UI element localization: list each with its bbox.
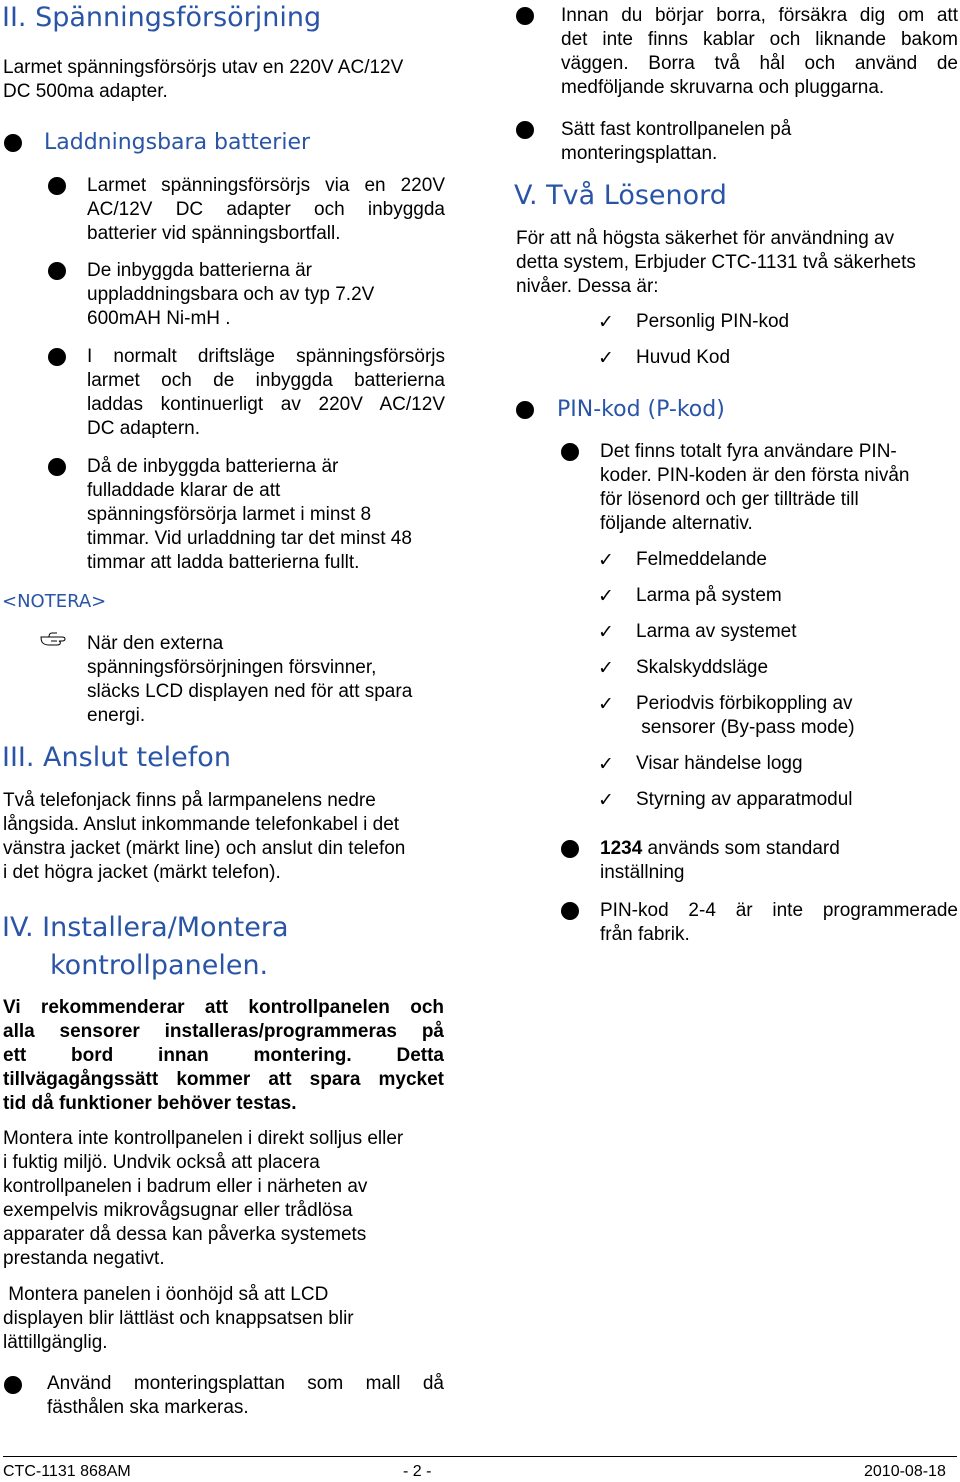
section-iv-title-line-2: kontrollpanelen. [50, 950, 269, 981]
sec3-line-2: långsida. Anslut inkommande telefonkabel i det [3, 814, 400, 835]
check-mark-icon: ✓ [598, 347, 614, 369]
option-bypass-line-1: Periodvis förbikoppling av [636, 693, 853, 714]
pin-bullet-line-3: för lösenord och ger tillträde till [600, 489, 859, 510]
battery-item-3-line-2: larmet och de inbyggda batterierna [87, 370, 445, 391]
check-mark-icon: ✓ [598, 311, 614, 333]
note-line-3: släcks LCD displayen ned för att spara [87, 681, 413, 702]
check-mark-icon: ✓ [598, 657, 614, 679]
default-code-text: används som standard [642, 838, 840, 859]
bullet-dot-icon [4, 134, 22, 152]
recommend-line-5: tid då funktioner behöver testas. [3, 1093, 297, 1114]
mount-bullet-line-1: Använd monteringsplattan som mall då [47, 1373, 444, 1394]
default-code-line-2: inställning [600, 862, 685, 883]
mount-para1-line-2: i fuktig miljö. Undvik också att placera [3, 1152, 320, 1173]
mount-bullet-line-2: fästhålen ska markeras. [47, 1397, 249, 1418]
sec2-intro-line-2: DC 500ma adapter. [3, 81, 168, 102]
attach-line-2: monteringsplattan. [561, 143, 718, 164]
check-mark-icon: ✓ [598, 693, 614, 715]
footer-page-number: - 2 - [403, 1463, 432, 1480]
section-iv-title: IV. Installera/Montera [2, 912, 289, 943]
bullet-dot-icon [48, 262, 66, 280]
note-line-1: När den externa [87, 633, 224, 654]
section-ii-title: II. Spänningsförsörjning [2, 2, 322, 33]
bullet-dot-icon [48, 348, 66, 366]
mount-para1-line-4: exempelvis mikrovågsugnar eller trådlösa [3, 1200, 353, 1221]
pin-bullet-line-4: följande alternativ. [600, 513, 753, 534]
battery-item-4-line-4: timmar. Vid urladdning tar det minst 48 [87, 528, 412, 549]
option-appliance-control: Styrning av apparatmodul [636, 789, 853, 810]
mount-para1-line-6: prestanda negativt. [3, 1248, 165, 1269]
drill-line-2: det inte finns kablar och liknande bakom [561, 29, 958, 50]
default-code: 1234 [600, 838, 643, 859]
section-iii-title: III. Anslut telefon [2, 742, 231, 773]
pin-bullet-line-2: koder. PIN-koden är den första nivån [600, 465, 910, 486]
recommend-line-2: alla sensorer installeras/programmeras på [3, 1021, 444, 1042]
check-mark-icon: ✓ [598, 621, 614, 643]
recommend-line-1: Vi rekommenderar att kontrollpanelen och [3, 997, 444, 1018]
option-event-log: Visar händelse logg [636, 753, 803, 774]
battery-item-3-line-1: I normalt driftsläge spänningsförsörjs [87, 346, 445, 367]
battery-item-1-line-2: AC/12V DC adapter och inbyggda [87, 199, 445, 220]
drill-line-3: väggen. Borra två hål och använd de [561, 53, 958, 74]
attach-line-1: Sätt fast kontrollpanelen på [561, 119, 792, 140]
mount-para1-line-1: Montera inte kontrollpanelen i direkt solljus eller [3, 1128, 404, 1149]
check-mark-icon: ✓ [598, 789, 614, 811]
recommend-line-3: ett bord innan montering. Detta [3, 1045, 444, 1066]
battery-item-4-line-3: spänningsförsörja larmet i minst 8 [87, 504, 372, 525]
battery-item-4-line-5: timmar att ladda batterierna fullt. [87, 552, 360, 573]
bullet-dot-icon [516, 121, 534, 139]
note-line-2: spänningsförsörjningen försvinner, [87, 657, 377, 678]
note-line-4: energi. [87, 705, 146, 726]
section-v-title: V. Två Lösenord [514, 180, 727, 211]
pointing-hand-icon [40, 630, 76, 648]
note-label: <NOTERA> [2, 591, 107, 612]
mount-para1-line-3: kontrollpanelen i badrum eller i närheten av [3, 1176, 368, 1197]
battery-item-3-line-4: DC adaptern. [87, 418, 201, 439]
battery-item-2-line-1: De inbyggda batterierna är [87, 260, 312, 281]
sec5-intro-line-1: För att nå högsta säkerhet för användning av [516, 228, 895, 249]
default-code-line-1 [600, 837, 840, 861]
battery-item-1-line-1: Larmet spänningsförsörjs via en 220V [87, 175, 445, 196]
battery-item-4-line-1: Då de inbyggda batterierna är [87, 456, 339, 477]
option-perimeter-mode: Skalskyddsläge [636, 657, 769, 678]
drill-line-1: Innan du börjar borra, försäkra dig om att [561, 5, 958, 26]
option-disarm-system: Larma av systemet [636, 621, 797, 642]
battery-item-4-line-2: fulladdade klarar de att [87, 480, 281, 501]
footer-rule [3, 1456, 957, 1457]
bullet-dot-icon [561, 902, 579, 920]
bullet-dot-icon [516, 7, 534, 25]
bullet-dot-icon [48, 177, 66, 195]
battery-item-2-line-2: uppladdningsbara och av typ 7.2V [87, 284, 375, 305]
check-mark-icon: ✓ [598, 753, 614, 775]
bullet-dot-icon [516, 401, 534, 419]
bullet-dot-icon [4, 1376, 22, 1394]
sec5-intro-line-2: detta system, Erbjuder CTC-1131 två säkerhets [516, 252, 916, 273]
sec3-line-1: Två telefonjack finns på larmpanelens nedre [3, 790, 376, 811]
bullet-dot-icon [561, 443, 579, 461]
sub-title-batteries: Laddningsbara batterier [44, 130, 311, 155]
level-master-code: Huvud Kod [636, 347, 731, 368]
pin-range-line-1: PIN-kod 2-4 är inte programmerade [600, 900, 958, 921]
sec3-line-4: i det högra jacket (märkt telefon). [3, 862, 281, 883]
bullet-dot-icon [561, 840, 579, 858]
pin-range-line-2: från fabrik. [600, 924, 690, 945]
pin-bullet-line-1: Det finns totalt fyra användare PIN- [600, 441, 897, 462]
mount-para2-line-2: displayen blir lättläst och knappsatsen blir [3, 1308, 354, 1329]
level-personal-pin: Personlig PIN-kod [636, 311, 790, 332]
footer-date: 2010-08-18 [864, 1463, 946, 1480]
battery-item-1-line-3: batterier vid spänningsbortfall. [87, 223, 341, 244]
mount-para2-line-1: Montera panelen i öonhöjd så att LCD [3, 1284, 329, 1305]
sec5-intro-line-3: nivåer. Dessa är: [516, 276, 659, 297]
sec2-intro-line-1: Larmet spänningsförsörjs utav en 220V AC/12V [3, 57, 404, 78]
bullet-dot-icon [48, 458, 66, 476]
drill-line-4: medföljande skruvarna och pluggarna. [561, 77, 885, 98]
option-error-message: Felmeddelande [636, 549, 767, 570]
recommend-line-4: tillvägagångssätt kommer att spara mycket [3, 1069, 444, 1090]
sec3-line-3: vänstra jacket (märkt line) och anslut din telefon [3, 838, 406, 859]
option-arm-system: Larma på system [636, 585, 782, 606]
mount-para1-line-5: apparater då dessa kan påverka systemets [3, 1224, 367, 1245]
battery-item-2-line-3: 600mAH Ni-mH . [87, 308, 231, 329]
battery-item-3-line-3: laddas kontinuerligt av 220V AC/12V [87, 394, 445, 415]
option-bypass-line-2: sensorer (By-pass mode) [636, 717, 855, 738]
check-mark-icon: ✓ [598, 549, 614, 571]
check-mark-icon: ✓ [598, 585, 614, 607]
footer-model: CTC-1131 868AM [3, 1463, 131, 1480]
mount-para2-line-3: lättillgänglig. [3, 1332, 108, 1353]
sub-title-pin-code: PIN-kod (P-kod) [557, 397, 725, 422]
